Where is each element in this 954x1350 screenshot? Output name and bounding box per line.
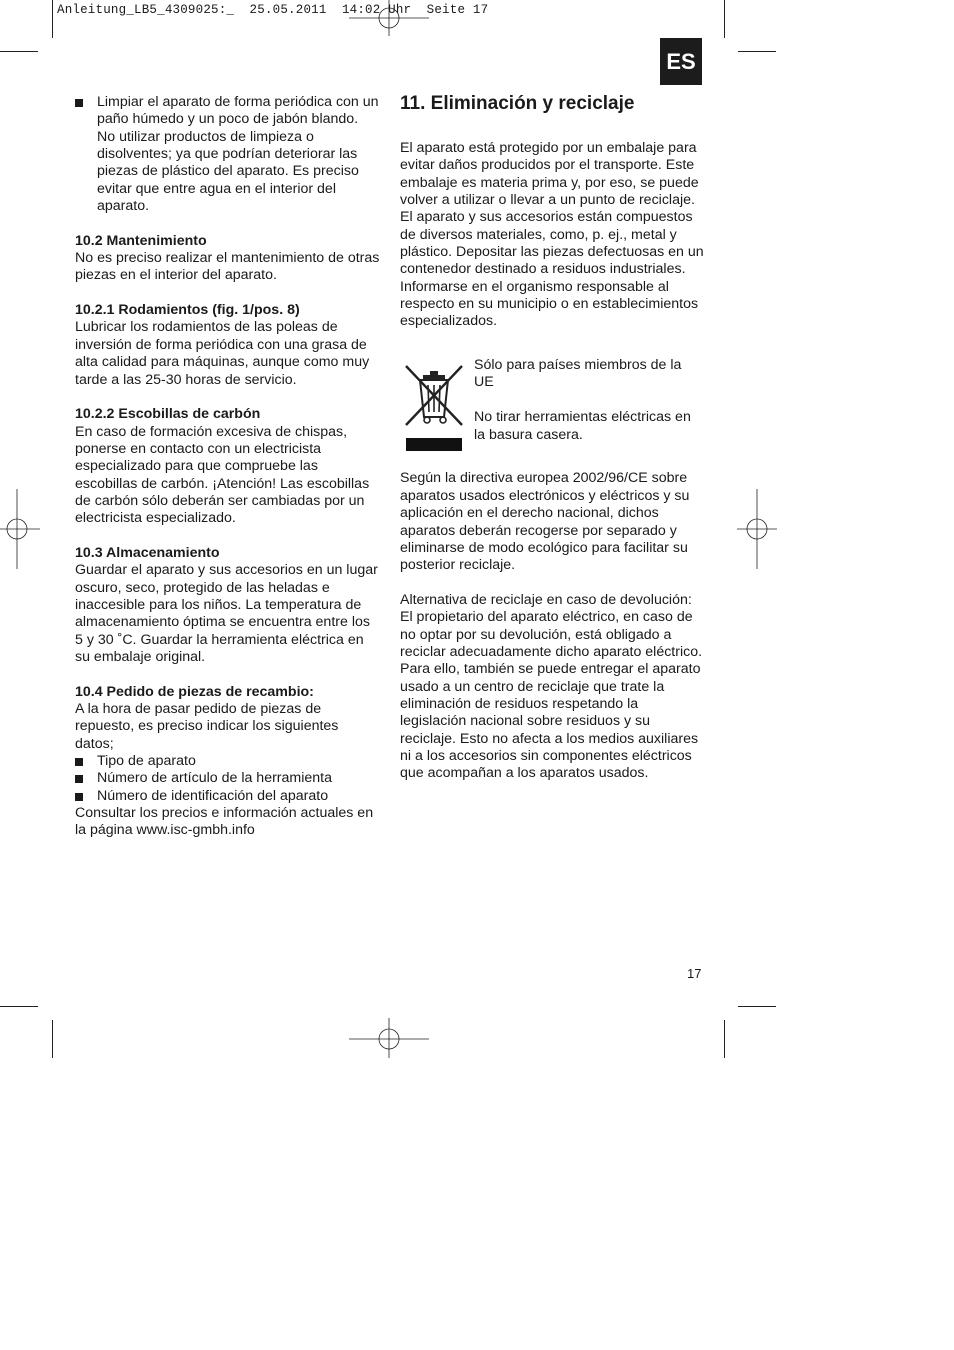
crop-mark [0,1006,38,1007]
brushes-heading: 10.2.2 Escobillas de carbón [75,406,261,423]
storage-heading: 10.3 Almacenamiento [75,544,220,561]
cleaning-bullet: Limpiar el aparato de forma periódica con un paño húmedo y un poco de jabón blando. No utilizar productos de limpieza o disolventes; ya que podrían deteriorar las piezas de plástico del aparato. Es preciso evitar que entre agua en el interior del aparato. [75,94,380,215]
crop-mark [738,51,776,52]
crossed-out-bin-icon [403,363,465,451]
registration-mark-top [349,0,429,40]
bearings-heading: 10.2.1 Rodamientos (fig. 1/pos. 8) [75,302,300,319]
alternative-recycling-text: Alternativa de reciclaje en caso de devolución: El propietario del aparato eléctrico, en caso de no optar por su devolución, está obligado a reciclar adecuadamente dicho aparato eléctrico. Para ello, también se puede entregar el aparato usado a un centro de reciclaje que trate la eliminación de residuos respetando la legislación nacional sobre residuos y su reciclaje. Esto no afecta a los medios auxiliares ni a los accesorios sin componentes eléctricos que acompañan a los aparatos usados. [400,591,703,782]
directive-text: Según la directiva europea 2002/96/CE sobre aparatos usados electrónicos y eléctricos y su aplicación en el derecho nacional, dichos aparatos deberán recogerse por separado y eliminarse de modo ecológico para facilitar su posterior reciclaje. [400,470,690,574]
maintenance-text: No es preciso realizar el mantenimiento de otras piezas en el interior del aparato. [75,250,380,284]
right-column [400,91,705,783]
brushes-text: En caso de formación excesiva de chispas, ponerse en contacto con un electricista especializado para que compruebe las escobillas de carbón. ¡Atención! Las escobillas de carbón sólo deberán ser cambiadas por un electricista especializado. [75,423,370,527]
spare-parts-heading: 10.4 Pedido de piezas de recambio: [75,683,314,700]
crop-mark [724,0,725,38]
list-item: Tipo de aparato [75,753,380,770]
section-title: 11. Eliminación y reciclaje [400,93,635,114]
spare-parts-text: A la hora de pasar pedido de piezas de repuesto, es preciso indicar los siguientes datos; [75,701,339,752]
crop-mark [52,0,53,38]
maintenance-heading: 10.2 Mantenimiento [75,232,207,249]
weee-text [474,357,704,444]
list-item: Número de artículo de la herramienta [75,770,380,787]
registration-mark-bottom [349,1018,429,1058]
weee-notice [400,357,705,453]
disposal-intro: El aparato está protegido por un embalaje para evitar daños producidos por el transporte. Este embalaje es materia prima y, por eso, se puede volver a utilizar o llevar a un punto de reciclaje. El aparato y sus accesorios están compuestos de diversos materiales, como, p. ej., metal y plástico. Depositar las piezas defectuosas en un contenedor destinado a residuos industriales. Informarse en el organismo responsable al respecto en su municipio o en establecimientos especializados. [400,140,704,330]
registration-mark-left [0,489,40,569]
crop-mark [0,51,38,52]
crop-mark [738,1006,776,1007]
spare-parts-footer: Consultar los precios e información actuales en la página www.isc-gmbh.info [75,805,374,839]
print-header: Anleitung_LB5_4309025:_ 25.05.2011 14:02 Uhr Seite 17 [57,3,489,17]
storage-text: Guardar el aparato y sus accesorios en un lugar oscuro, seco, protegido de las heladas e inaccesible para los niños. La temperatura de almacenamiento óptima se encuentra entre los 5 y 30 ˚C. Guardar la herramienta eléctrica en su embalaje original. [75,562,378,665]
registration-mark-right [737,489,777,569]
crop-mark [724,1020,725,1058]
bearings-text: Lubricar los rodamientos de las poleas de inversión de forma periódica con una grasa de alta calidad para máquinas, aunque como muy tarde a las 25-30 horas de servicio. [75,319,370,388]
page-number: 17 [687,966,702,981]
crop-mark [52,1020,53,1058]
list-item: Número de identificación del aparato [75,788,380,805]
language-tab: ES [660,38,702,85]
weee-eu-only: Sólo para países miembros de la UE [474,357,682,391]
weee-no-household: No tirar herramientas eléctricas en la basura casera. [474,409,691,443]
left-column [75,94,380,840]
